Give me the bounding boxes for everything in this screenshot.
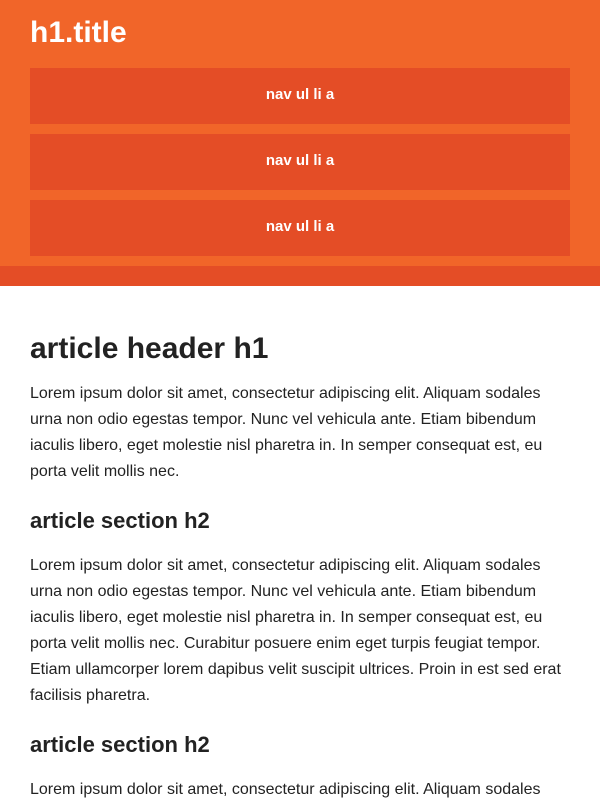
- section-title: article section h2: [30, 732, 210, 757]
- article-intro: Lorem ipsum dolor sit amet, consectetur adipiscing elit. Aliquam sodales urna non odio egestas tempor. Nunc vel vehicula ante. Etiam bibendum iaculis libero, eget molestie nisl pharetra in. In semper consequat est, eu porta velit mollis nec.: [30, 385, 543, 480]
- site-header: [0, 0, 600, 266]
- nav-item-1: [30, 68, 570, 124]
- section-body: Lorem ipsum dolor sit amet, consectetur adipiscing elit. Aliquam sodales: [30, 781, 541, 798]
- nav-item-2: [30, 134, 570, 190]
- article-title: article header h1: [30, 332, 269, 365]
- section-body: Lorem ipsum dolor sit amet, consectetur adipiscing elit. Aliquam sodales urna non odio egestas tempor. Nunc vel vehicula ante. Etiam bibendum iaculis libero, eget molestie nisl pharetra in. In semper consequat est, eu porta velit mollis nec. Curabitur posuere enim eget turpis feugiat tempor. Etiam ullamcorper lorem dapibus velit suscipit ultrices. Proin in est sed erat facilisis pharetra.: [30, 557, 561, 704]
- site-title: h1.title: [30, 16, 127, 49]
- article-section-1: [30, 485, 570, 709]
- nav-link-2[interactable]: nav ul li a: [30, 134, 570, 190]
- nav-item-3: [30, 200, 570, 256]
- article-section-2: [30, 709, 570, 803]
- header-bottom-band: [0, 266, 600, 286]
- nav-link-3[interactable]: nav ul li a: [30, 200, 570, 256]
- section-title: article section h2: [30, 508, 210, 533]
- main-navigation: [30, 68, 570, 256]
- nav-link-1[interactable]: nav ul li a: [30, 68, 570, 124]
- nav-list: [30, 68, 570, 256]
- article: [0, 286, 600, 803]
